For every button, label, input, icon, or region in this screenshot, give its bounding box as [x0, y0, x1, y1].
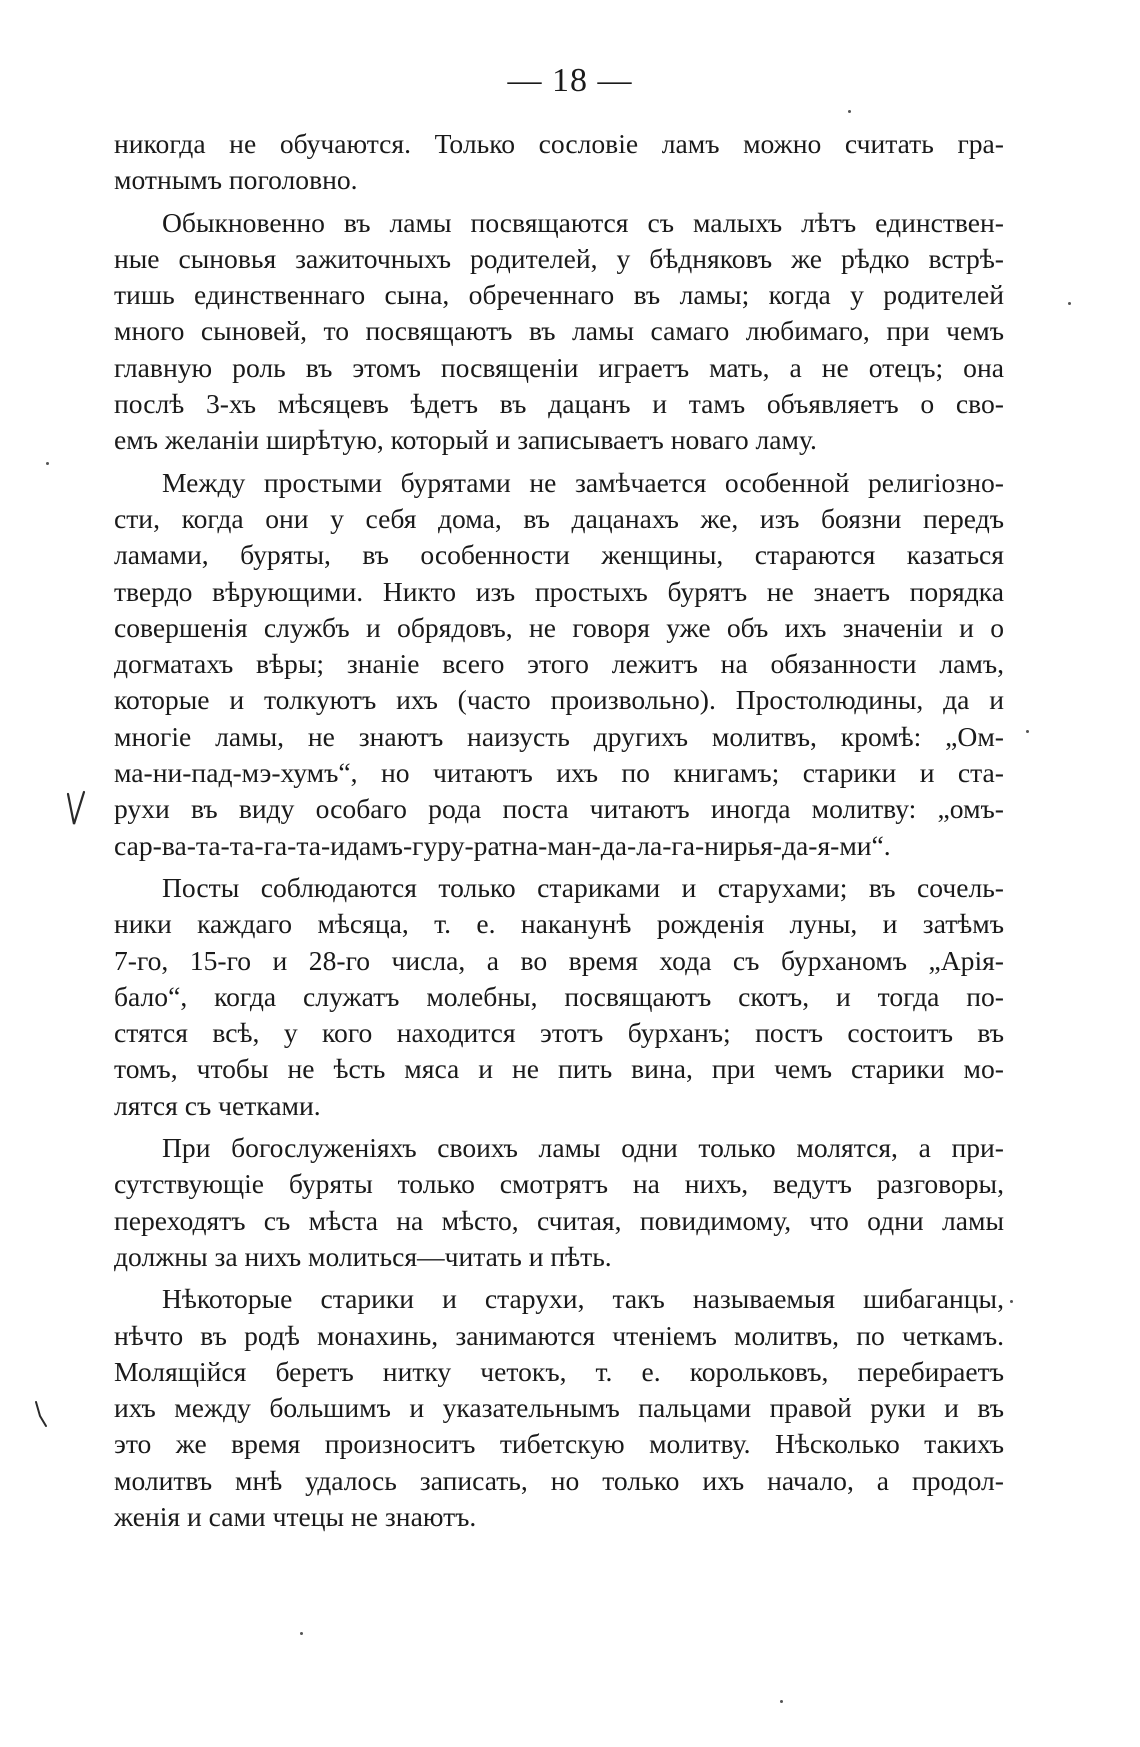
text-line: мотнымъ поголовно.	[114, 164, 358, 196]
paragraph	[114, 870, 1004, 1124]
text-line: сти, когда они у себя дома, въ дацанахъ же, изъ боязни передъ	[114, 502, 1004, 534]
text-line: ихъ между большимъ и указательнымъ пальцами правой руки и въ	[114, 1392, 1004, 1424]
text-line: Обыкновенно въ ламы посвящаются съ малыхъ лѣтъ единствен-	[162, 206, 1004, 238]
text-line: ники каждаго мѣсяца, т. е. наканунѣ рожденія луны, и затѣмъ	[114, 908, 1004, 940]
text-line: емъ желаніи ширѣтую, который и записываетъ новаго ламу.	[114, 424, 817, 456]
text-line: ма-ни-пад-мэ-хумъ“, но читаютъ ихъ по книгамъ; старики и ста-	[114, 757, 1004, 789]
text-line: ламами, буряты, въ особенности женщины, стараются казаться	[114, 539, 1004, 571]
text-line: рухи въ виду особаго рода поста читаютъ иногда молитву: „омъ-	[114, 793, 1004, 825]
text-line: бало“, когда служатъ молебны, посвящаютъ скотъ, и тогда по-	[114, 980, 1004, 1012]
text-line: должны за нихъ молиться—читать и пѣть.	[114, 1240, 612, 1272]
text-line: сар-ва-та-та-га-та-идамъ-гуру-ратна-ман-да-ла-га-нирья-да-я-ми“.	[114, 829, 891, 861]
text-line: нѣчто въ родѣ монахинь, занимаются чтеніемъ молитвъ, по четкамъ.	[114, 1319, 1004, 1351]
text-line: Посты соблюдаются только стариками и старухами; въ сочель-	[162, 871, 1004, 903]
text-line: тишь единственнаго сына, обреченнаго въ ламы; когда у родителей	[114, 279, 1004, 311]
text-line: Молящійся беретъ нитку четокъ, т. е. корольковъ, перебираетъ	[114, 1355, 1004, 1387]
paragraph	[114, 1130, 1004, 1275]
pencil-tick-mark-icon	[32, 1400, 56, 1432]
text-line: 7-го, 15-го и 28-го числа, а во время хода съ бурханомъ „Арія-	[114, 944, 1004, 976]
text-line: томъ, чтобы не ѣсть мяса и не пить вина, при чемъ старики мо-	[114, 1053, 1004, 1085]
text-line: молитвъ мнѣ удалось записать, но только ихъ начало, а продол-	[114, 1464, 1004, 1496]
scan-speck	[300, 1632, 303, 1635]
text-line: сутствующіе буряты только смотрятъ на нихъ, ведутъ разговоры,	[114, 1168, 1004, 1200]
body-text	[114, 126, 1004, 1541]
scan-speck	[848, 110, 851, 113]
text-line: переходятъ съ мѣста на мѣсто, считая, повидимому, что одни ламы	[114, 1204, 1004, 1236]
text-line: догматахъ вѣры; знаніе всего этого лежитъ на обязанности ламъ,	[114, 648, 1004, 680]
page-number: — 18 —	[507, 62, 633, 99]
paragraph	[114, 465, 1004, 864]
text-line: Нѣкоторые старики и старухи, такъ называемыя шибаганцы,	[162, 1283, 1004, 1315]
paragraph	[114, 205, 1004, 459]
text-line: главную роль въ этомъ посвященіи играетъ мать, а не отецъ; она	[114, 351, 1004, 383]
text-line: стятся всѣ, у кого находится этотъ бурханъ; постъ состоитъ въ	[114, 1017, 1004, 1049]
scan-speck	[1068, 302, 1071, 305]
text-line: совершенія службъ и обрядовъ, не говоря уже объ ихъ значеніи и о	[114, 611, 1004, 643]
text-line: многіе ламы, не знаютъ наизусть другихъ молитвъ, кромѣ: „Ом-	[114, 720, 1004, 752]
text-line: Между простыми бурятами не замѣчается особенной религіозно-	[162, 466, 1004, 498]
scan-speck	[46, 462, 49, 465]
text-line: твердо вѣрующими. Никто изъ простыхъ бурятъ не знаетъ порядка	[114, 575, 1004, 607]
scan-speck	[780, 1700, 783, 1703]
scan-speck	[1010, 1300, 1013, 1303]
text-line: никогда не обучаются. Только сословіе ламъ можно считать гра-	[114, 128, 1004, 159]
paragraph	[114, 1281, 1004, 1535]
text-line: это же время произноситъ тибетскую молитву. Нѣсколько такихъ	[114, 1428, 1004, 1460]
text-line: женія и сами чтецы не знаютъ.	[114, 1500, 477, 1532]
text-line: послѣ 3-хъ мѣсяцевъ ѣдетъ въ дацанъ и тамъ объявляетъ о сво-	[114, 388, 1004, 420]
text-line: которые и толкуютъ ихъ (часто произвольно). Простолюдины, да и	[114, 684, 1004, 716]
text-line: лятся съ четками.	[114, 1089, 321, 1121]
paragraph	[114, 126, 1004, 199]
text-line: много сыновей, то посвящаютъ въ ламы самаго любимаго, при чемъ	[114, 315, 1004, 347]
scan-speck	[1026, 730, 1029, 733]
pencil-tick-mark-icon	[62, 790, 92, 830]
text-line: При богослуженіяхъ своихъ ламы одни только молятся, а при-	[162, 1132, 1004, 1164]
text-line: ные сыновья зажиточныхъ родителей, у бѣдняковъ же рѣдко встрѣ-	[114, 242, 1004, 274]
